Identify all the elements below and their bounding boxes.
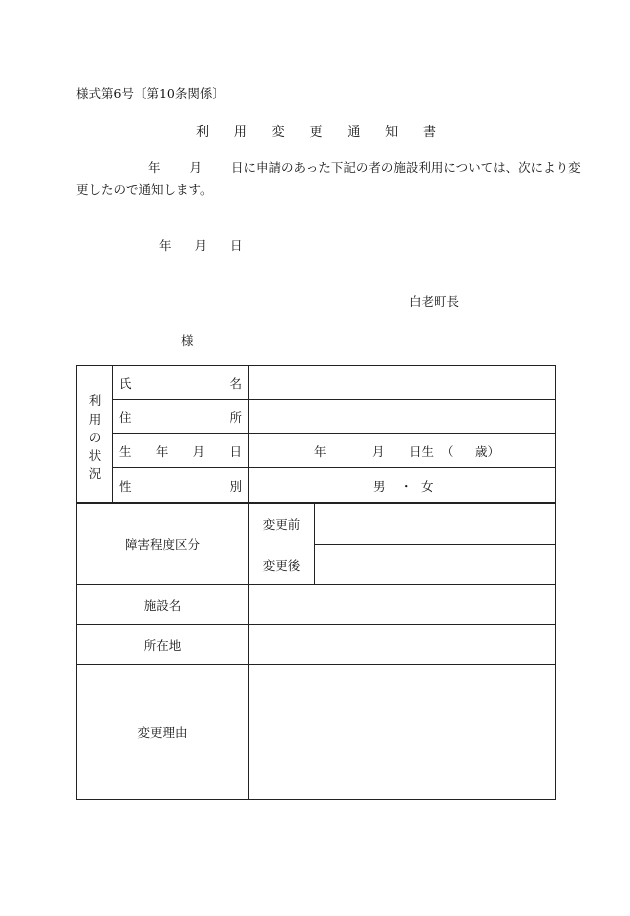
change-details-table	[76, 503, 556, 800]
label-char: 日	[229, 443, 242, 459]
usage-status-table	[76, 365, 556, 503]
usage-status-side-label	[77, 366, 113, 502]
label-char: 月	[192, 443, 206, 459]
title-char: 更	[309, 125, 323, 140]
birth-day-unit: 日生	[409, 443, 435, 459]
title-char: 変	[271, 125, 285, 140]
change-reason-field[interactable]	[249, 665, 555, 799]
sex-option-female[interactable]: 女	[421, 478, 434, 494]
title-char: 利	[196, 125, 210, 140]
title-char: 書	[422, 125, 436, 140]
side-label-char: 況	[88, 466, 102, 481]
side-label-char: 利	[88, 393, 102, 408]
label-char: 性	[119, 478, 132, 494]
sex-label	[113, 468, 249, 503]
intro-month: 月	[189, 160, 203, 175]
issuer: 白老町長	[409, 294, 460, 309]
label-char: 所	[229, 409, 242, 425]
title-char: 通	[347, 125, 361, 140]
label-char: 年	[155, 443, 169, 459]
location-label: 所在地	[143, 637, 182, 653]
intro-text: 日に申請のあった下記の者の施設利用については、次により変	[231, 160, 581, 175]
after-change-field[interactable]	[315, 545, 555, 584]
document-title	[196, 121, 436, 140]
facility-name-field[interactable]	[249, 585, 555, 624]
label-char: 生	[119, 443, 132, 459]
intro-paragraph-line2: 更したので通知します。	[76, 182, 213, 197]
before-change-field[interactable]	[315, 504, 555, 544]
intro-year: 年	[148, 160, 161, 175]
facility-name-label: 施設名	[143, 597, 182, 613]
side-label-char: 状	[88, 448, 102, 463]
sex-row	[113, 468, 555, 503]
side-label-char: 用	[88, 412, 102, 427]
intro-paragraph	[76, 158, 581, 176]
name-row	[113, 366, 555, 400]
label-char: 別	[229, 478, 242, 494]
address-field[interactable]	[249, 400, 555, 433]
title-char: 知	[385, 125, 399, 140]
sex-option-male[interactable]: 男	[373, 478, 386, 494]
date-year: 年	[159, 238, 172, 253]
age-unit: 歳）	[475, 443, 501, 459]
sex-field[interactable]	[249, 468, 555, 503]
change-reason-label: 変更理由	[137, 725, 188, 740]
addressee: 様	[181, 333, 194, 348]
label-char: 名	[229, 375, 242, 391]
after-change-label: 変更後	[262, 557, 301, 573]
birthdate-field[interactable]	[249, 434, 555, 467]
birth-month-unit: 月	[372, 443, 385, 459]
location-field[interactable]	[249, 625, 555, 664]
date-day: 日	[230, 238, 243, 253]
date-month: 月	[194, 238, 208, 253]
name-field[interactable]	[249, 366, 555, 399]
sex-separator: ・	[400, 478, 413, 494]
label-char: 住	[119, 409, 132, 425]
name-label	[113, 366, 249, 399]
side-label-char: の	[88, 430, 102, 445]
birth-row	[113, 434, 555, 468]
birth-year-unit: 年	[314, 443, 327, 459]
before-change-label: 変更前	[262, 517, 301, 532]
label-char: 氏	[119, 375, 132, 391]
disability-level-label: 障害程度区分	[124, 537, 200, 552]
form-number: 様式第6号〔第10条関係〕	[76, 86, 225, 101]
age-paren-open: （	[441, 443, 454, 459]
title-char: 用	[233, 125, 247, 140]
address-label	[113, 400, 249, 433]
address-row	[113, 400, 555, 434]
notice-date	[159, 236, 243, 254]
birthdate-label	[113, 434, 249, 467]
